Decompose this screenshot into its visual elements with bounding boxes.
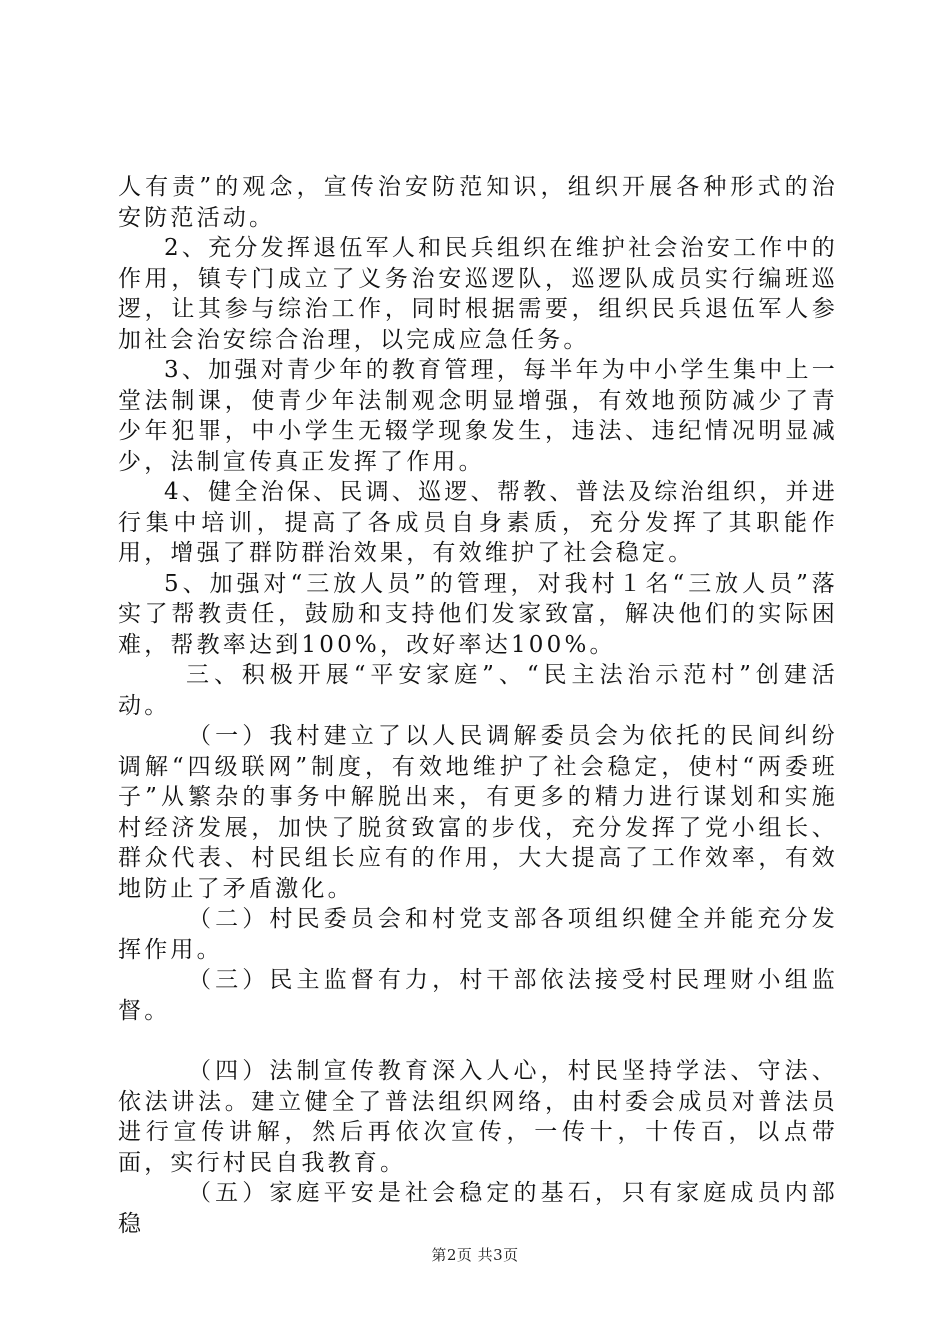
section-heading-3: 三、积极开展“平安家庭”、“民主法治示范村”创建活动。 <box>118 662 838 719</box>
paragraph-item-4: 4、健全治保、民调、巡逻、帮教、普法及综治组织，并进行集中培训，提高了各成员自身素质，充分发挥了其职能作用，增强了群防群治效果，有效维护了社会稳定。 <box>118 479 838 566</box>
paragraph-item-5: 5、加强对“三放人员”的管理，对我村１名“三放人员”落实了帮教责任，鼓励和支持他们发家致富，解决他们的实际困难，帮教率达到100%，改好率达100%。 <box>118 570 838 658</box>
paragraph-continuation: 人有责”的观念，宣传治安防范知识，组织开展各种形式的治安防范活动。 <box>118 174 838 231</box>
page-number-footer: 第2页 共3页 <box>431 1246 519 1264</box>
subsection-3: （三）民主监督有力，村干部依法接受村民理财小组监督。 <box>118 967 838 1024</box>
subsection-2: （二）村民委员会和村党支部各项组织健全并能充分发挥作用。 <box>118 906 838 963</box>
subsection-1: （一）我村建立了以人民调解委员会为依托的民间纠纷调解“四级联网”制度，有效地维护了社会稳定，使村“两委班子”从繁杂的事务中解脱出来，有更多的精力进行谋划和实施村经济发展，加快了脱贫致富的步伐，充分发挥了党小组长、群众代表、村民组长应有的作用，大大提高了工作效率，有效地防止了矛盾激化。 <box>118 723 838 902</box>
subsection-5: （五）家庭平安是社会稳定的基石，只有家庭成员内部稳 <box>118 1180 838 1237</box>
paragraph-item-3: 3、加强对青少年的教育管理，每半年为中小学生集中上一堂法制课，使青少年法制观念明显增强，有效地预防减少了青少年犯罪，中小学生无辍学现象发生，违法、违纪情况明显减少，法制宣传真正发挥了作用。 <box>118 357 838 475</box>
subsection-4: （四）法制宣传教育深入人心，村民坚持学法、守法、依法讲法。建立健全了普法组织网络，由村委会成员对普法员进行宣传讲解，然后再依次宣传，一传十，十传百，以点带面，实行村民自我教育。 <box>118 1058 838 1176</box>
paragraph-item-2: 2、充分发挥退伍军人和民兵组织在维护社会治安工作中的作用，镇专门成立了义务治安巡逻队，巡逻队成员实行编班巡逻，让其参与综治工作，同时根据需要，组织民兵退伍军人参加社会治安综合治理，以完成应急任务。 <box>118 235 838 353</box>
document-body <box>118 172 838 1239</box>
